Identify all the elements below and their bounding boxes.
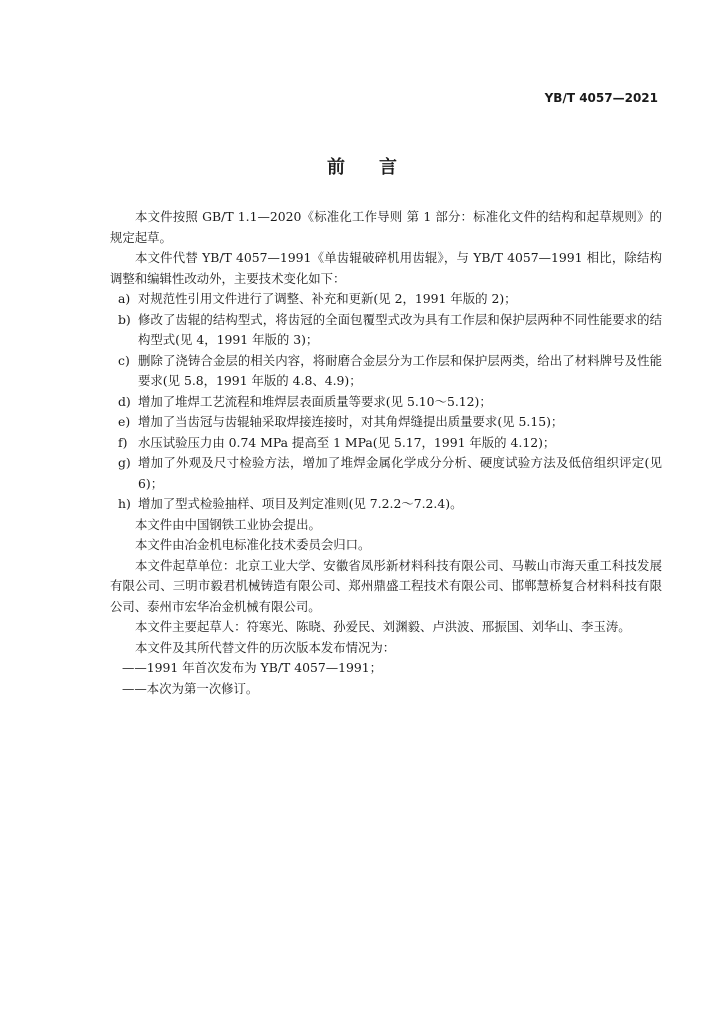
- list-item: [110, 453, 662, 494]
- list-item: [110, 289, 662, 310]
- list-item: [110, 392, 662, 413]
- paragraph-drafters: 本文件主要起草人：符寒光、陈晓、孙爱民、刘渊毅、卢洪波、邢振国、刘华山、李玉涛。: [135, 619, 631, 634]
- list-item-text: 对规范性引用文件进行了调整、补充和更新(见 2，1991 年版的 2)；: [138, 291, 517, 306]
- list-item-text: 删除了浇铸合金层的相关内容，将耐磨合金层分为工作层和保护层两类，给出了材料牌号及性能要求(见 5.8，1991 年版的 4.8、4.9)；: [138, 352, 662, 388]
- list-marker: c): [118, 352, 130, 368]
- paragraph-managed-by: 本文件由冶金机电标准化技术委员会归口。: [135, 537, 371, 552]
- list-item-text: 增加了型式检验抽样、项目及判定准则(见 7.2.2～7.2.4)。: [138, 496, 463, 511]
- standard-code: YB/T 4057—2021: [544, 91, 658, 105]
- list-item-text: 增加了当齿冠与齿辊轴采取焊接连接时，对其角焊缝提出质量要求(见 5.15)；: [138, 414, 564, 429]
- list-item-text: 修改了齿辊的结构型式，将齿冠的全面包覆型式改为具有工作层和保护层两种不同性能要求的结构型式(见 4，1991 年版的 3)；: [138, 311, 662, 347]
- paragraph-proposed-by: 本文件由中国钢铁工业协会提出。: [135, 516, 321, 532]
- list-item-text: 增加了外观及尺寸检验方法，增加了堆焊金属化学成分分析、硬度试验方法及低倍组织评定(见 6)；: [138, 455, 662, 491]
- list-item-text: 水压试验压力由 0.74 MPa 提高至 1 MPa(见 5.17，1991 年版的 4.12)；: [138, 434, 556, 450]
- list-item: [110, 310, 662, 351]
- paragraph-drafting-rules: 本文件按照 GB/T 1.1—2020《标准化工作导则 第 1 部分：标准化文件的结构和起草规则》的规定起草。: [110, 209, 662, 245]
- list-item: [110, 412, 662, 433]
- history-item: ——1991 年首次发布为 YB/T 4057—1991；: [122, 660, 383, 675]
- page-title: [0, 153, 724, 179]
- list-item-text: 增加了堆焊工艺流程和堆焊层表面质量等要求(见 5.10～5.12)；: [138, 393, 492, 409]
- list-marker: d): [118, 393, 131, 409]
- history-item: ——本次为第一次修订。: [122, 680, 259, 696]
- list-item: [110, 494, 662, 515]
- list-item: [110, 433, 662, 454]
- list-marker: b): [118, 311, 131, 327]
- paragraph-history-intro: 本文件及其所代替文件的历次版本发布情况为：: [135, 639, 396, 655]
- list-marker: h): [118, 496, 131, 511]
- title-char-1: 前: [327, 157, 345, 178]
- title-char-2: 言: [379, 157, 397, 178]
- list-marker: a): [118, 291, 131, 306]
- paragraph-drafting-units: 本文件起草单位：北京工业大学、安徽省凤彤新材料科技有限公司、马鞍山市海天重工科技发展有限公司、三明市毅君机械铸造有限公司、郑州鼎盛工程技术有限公司、邯郸慧桥复合材料科技有限公司、泰州市宏华冶金机械有限公司。: [110, 557, 662, 614]
- paragraph-replaces: 本文件代替 YB/T 4057—1991《单齿辊破碎机用齿辊》，与 YB/T 4057—1991 相比，除结构调整和编辑性改动外，主要技术变化如下：: [110, 250, 662, 286]
- list-marker: g): [118, 455, 131, 470]
- list-item: [110, 351, 662, 392]
- list-marker: e): [118, 414, 131, 429]
- change-list: [110, 289, 662, 515]
- foreword-body: [110, 207, 662, 699]
- list-marker: f): [118, 434, 128, 450]
